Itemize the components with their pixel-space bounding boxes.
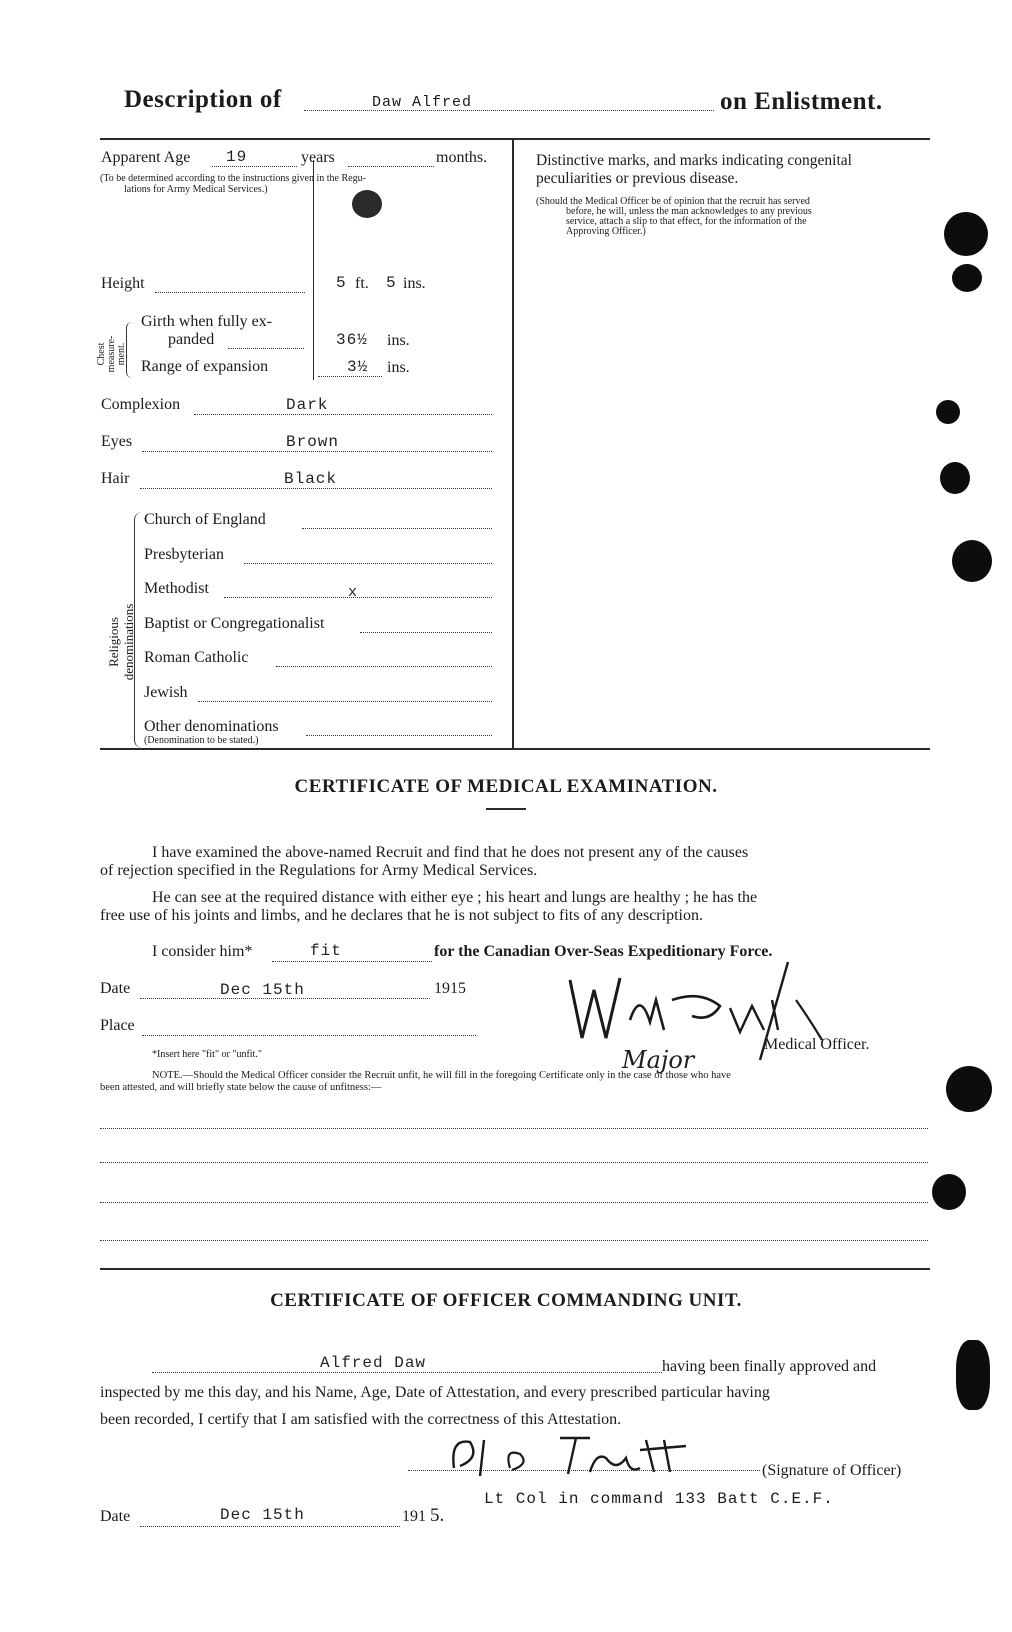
religion-mark: x <box>348 584 359 601</box>
note-line-2: been attested, and will briefly state below the cause of unfitness:— <box>100 1082 382 1093</box>
range-label: Range of expansion <box>141 358 269 375</box>
denomination-note: (Denomination to be stated.) <box>144 735 259 746</box>
girth-label-2: panded <box>168 331 215 348</box>
name-line <box>304 110 714 111</box>
punch-hole <box>956 1340 990 1410</box>
medical-heading: CERTIFICATE OF MEDICAL EXAMINATION. <box>294 776 718 797</box>
marks-heading-1: Distinctive marks, and marks indicating congenital <box>536 152 852 169</box>
punch-hole <box>940 462 970 494</box>
religion-brace <box>134 512 143 748</box>
height-label: Height <box>101 275 145 292</box>
age-note-2: lations for Army Medical Services.) <box>124 184 268 195</box>
insert-note: *Insert here "fit" or "unfit." <box>152 1049 262 1060</box>
height-label-line <box>155 292 305 293</box>
unfitness-line-1 <box>100 1128 928 1129</box>
description-bottom-rule <box>100 748 930 750</box>
officer-title: Lt Col in command 133 Batt C.E.F. <box>484 1490 834 1508</box>
recruit-name-line <box>152 1372 662 1373</box>
header-title-left: Description of <box>124 86 282 113</box>
note-line-1: NOTE.—Should the Medical Officer consider the Recruit unfit, he will fill in the foregoing Certificate only in the case of those who have <box>152 1070 731 1081</box>
medical-date-value: Dec 15th <box>220 981 305 999</box>
commanding-heading: CERTIFICATE OF OFFICER COMMANDING UNIT. <box>270 1290 742 1311</box>
fit-line <box>272 961 432 962</box>
religion-presbyterian: Presbyterian <box>144 546 224 563</box>
commanding-date-label: Date <box>100 1508 131 1525</box>
commanding-line3: been recorded, I certify that I am satisfied with the correctness of this Attestation. <box>100 1411 622 1428</box>
consider-suffix: for the Canadian Over-Seas Expeditionary Force. <box>434 943 773 960</box>
complexion-label: Complexion <box>101 396 181 413</box>
consider-label: I consider him* <box>152 943 253 960</box>
religion-methodist: Methodist <box>144 580 209 597</box>
commanding-recruit-name: Alfred Daw <box>320 1354 427 1372</box>
officer-signature-line <box>408 1470 760 1471</box>
punch-hole <box>932 1174 966 1210</box>
marks-note-3: service, attach a slip to that effect, for the information of the <box>566 216 807 227</box>
months-label: months. <box>436 149 488 166</box>
medical-heading-underline <box>486 808 526 810</box>
medical-para2-line2: free use of his joints and limbs, and he declares that he is not subject to fits of any description. <box>100 907 703 924</box>
medical-officer-label: Medical Officer. <box>764 1036 870 1053</box>
chest-brace <box>126 322 135 378</box>
medical-para1-line2: of rejection specified in the Regulations for Army Medical Services. <box>100 862 538 879</box>
chest-side-label <box>97 329 145 379</box>
religion-line-5 <box>276 666 492 667</box>
religion-line-6 <box>198 701 492 702</box>
range-unit: ins. <box>387 359 410 376</box>
center-divider <box>512 138 514 748</box>
commanding-date-line <box>140 1526 400 1527</box>
religion-line-7 <box>306 735 492 736</box>
chest-side-label-3: ment. <box>116 342 127 366</box>
unfitness-line-2 <box>100 1162 928 1163</box>
religion-side-label-2: denominations <box>121 603 136 681</box>
marks-note-4: Approving Officer.) <box>566 226 646 237</box>
height-ft: 5 <box>336 274 347 292</box>
medical-para2-line1: He can see at the required distance with either eye ; his heart and lungs are healthy ; he has the <box>152 889 758 906</box>
place-line <box>142 1035 476 1036</box>
girth-value: 36½ <box>336 331 368 349</box>
hair-line <box>140 488 492 489</box>
religion-line-1 <box>302 528 492 529</box>
marks-note-2: before, he will, unless the man acknowledges to any previous <box>566 206 812 217</box>
hair-value: Black <box>284 470 338 488</box>
unfitness-line-4 <box>100 1240 928 1241</box>
medical-bottom-rule <box>100 1268 930 1270</box>
range-value: 3½ <box>347 358 369 376</box>
age-label: Apparent Age <box>101 149 191 166</box>
religion-line-2 <box>244 563 492 564</box>
commanding-year-suffix: 5. <box>430 1505 445 1526</box>
medical-year-value: 1915 <box>434 980 466 997</box>
religion-other: Other denominations <box>144 718 279 735</box>
ins-label: ins. <box>403 275 426 292</box>
girth-label-line <box>228 348 304 349</box>
commanding-line2: inspected by me this day, and his Name, Age, Date of Attestation, and every prescribed particular having <box>100 1384 770 1401</box>
unfitness-line-3 <box>100 1202 928 1203</box>
marks-note-1: (Should the Medical Officer be of opinion that the recruit has served <box>536 196 810 207</box>
age-months-line <box>348 166 434 167</box>
ink-smudge <box>352 190 382 218</box>
girth-label-1: Girth when fully ex- <box>141 313 273 330</box>
complexion-value: Dark <box>286 396 329 414</box>
hair-label: Hair <box>101 470 130 487</box>
commanding-line1-suffix: having been finally approved and <box>662 1358 877 1375</box>
top-rule <box>100 138 930 140</box>
chest-side-label-2: measure- <box>106 335 117 373</box>
chest-side-label-1: Chest <box>96 342 107 366</box>
punch-hole <box>944 212 988 256</box>
commanding-year-prefix: 191 <box>402 1508 426 1525</box>
signature-label: (Signature of Officer) <box>762 1462 902 1479</box>
height-in: 5 <box>386 274 397 292</box>
punch-hole <box>946 1066 992 1112</box>
commanding-date-value: Dec 15th <box>220 1506 305 1524</box>
religion-line-4 <box>360 632 492 633</box>
girth-unit: ins. <box>387 332 410 349</box>
religion-roman-catholic: Roman Catholic <box>144 649 249 666</box>
officer-rank-handwritten: Major <box>622 1046 695 1074</box>
religion-jewish: Jewish <box>144 684 188 701</box>
medical-date-label: Date <box>100 980 131 997</box>
range-value-line <box>318 376 382 377</box>
value-column-rule <box>313 160 314 380</box>
place-label: Place <box>100 1017 135 1034</box>
header-title-right: on Enlistment. <box>720 88 883 115</box>
ft-label: ft. <box>355 275 369 292</box>
years-label: years <box>301 149 335 166</box>
religion-church-of-england: Church of England <box>144 511 266 528</box>
recruit-name: Daw Alfred <box>372 94 473 111</box>
punch-hole <box>952 540 992 582</box>
punch-hole <box>952 264 982 292</box>
eyes-value: Brown <box>286 433 340 451</box>
fit-value: fit <box>310 942 342 960</box>
age-note-1: (To be determined according to the instructions given in the Regu- <box>100 173 366 184</box>
marks-heading-2: peculiarities or previous disease. <box>536 170 739 187</box>
punch-hole <box>936 400 960 424</box>
religion-side-label-1: Religious <box>106 617 121 667</box>
age-years-line <box>212 166 297 167</box>
commanding-officer-signature <box>440 1428 740 1484</box>
eyes-label: Eyes <box>101 433 133 450</box>
eyes-line <box>142 451 492 452</box>
medical-para1-line1: I have examined the above-named Recruit and find that he does not present any of the causes <box>152 844 749 861</box>
complexion-line <box>194 414 492 415</box>
religion-baptist: Baptist or Congregationalist <box>144 615 325 632</box>
age-years: 19 <box>226 148 248 166</box>
